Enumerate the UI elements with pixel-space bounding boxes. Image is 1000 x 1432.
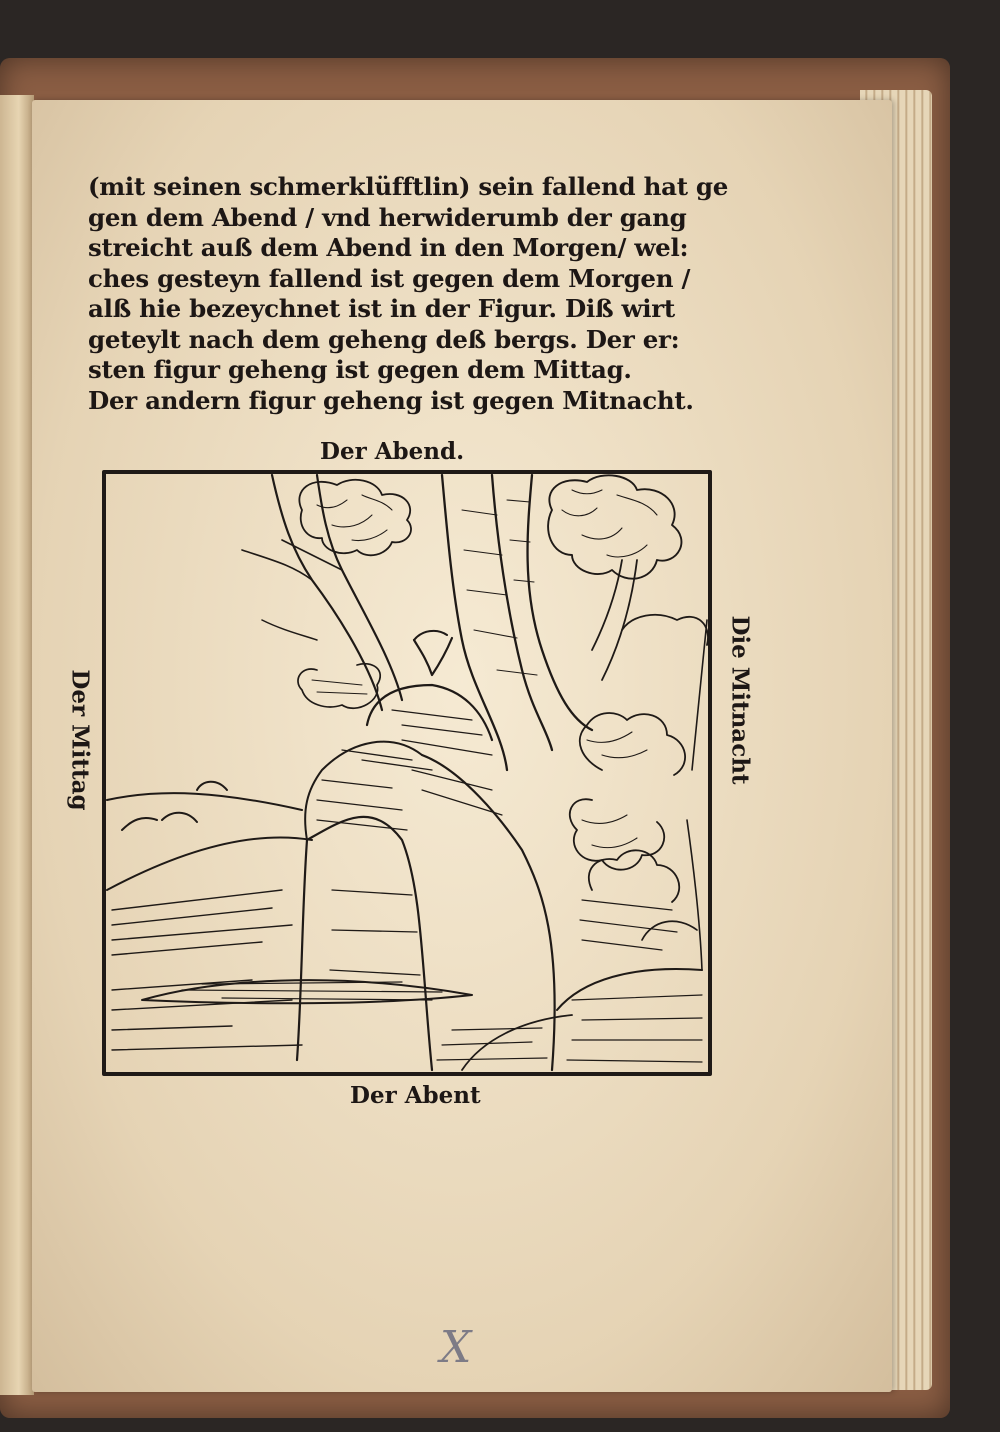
figure-caption-top: Der Abend. — [320, 438, 465, 465]
text-line: geteylt nach dem geheng deß bergs. Der er: — [88, 324, 680, 354]
text-line: alß hie bezeychnet ist in der Figur. Diß wirt — [88, 294, 675, 323]
woodcut-illustration — [102, 470, 712, 1076]
left-page-edge — [0, 95, 34, 1395]
text-line: gen dem Abend / vnd herwiderumb der gang — [88, 202, 687, 232]
figure-caption-left: Der Mittag — [66, 669, 94, 811]
text-line: sten figur geheng ist gegen dem Mittag. — [88, 355, 632, 384]
folio-mark: X — [440, 1322, 472, 1373]
text-line: streicht auß dem Abend in den Morgen/ wel: — [88, 233, 689, 262]
text-line: (mit seinen schmerklüfftlin) sein fallend hat ge — [88, 172, 729, 201]
body-text — [88, 172, 729, 416]
figure-caption-bottom: Der Abent — [350, 1082, 481, 1109]
text-line: ches gesteyn fallend ist gegen dem Morgen / — [88, 263, 691, 293]
figure-caption-right: Die Mitnacht — [726, 615, 754, 785]
text-line: Der andern figur geheng ist gegen Mitnacht. — [88, 385, 694, 415]
